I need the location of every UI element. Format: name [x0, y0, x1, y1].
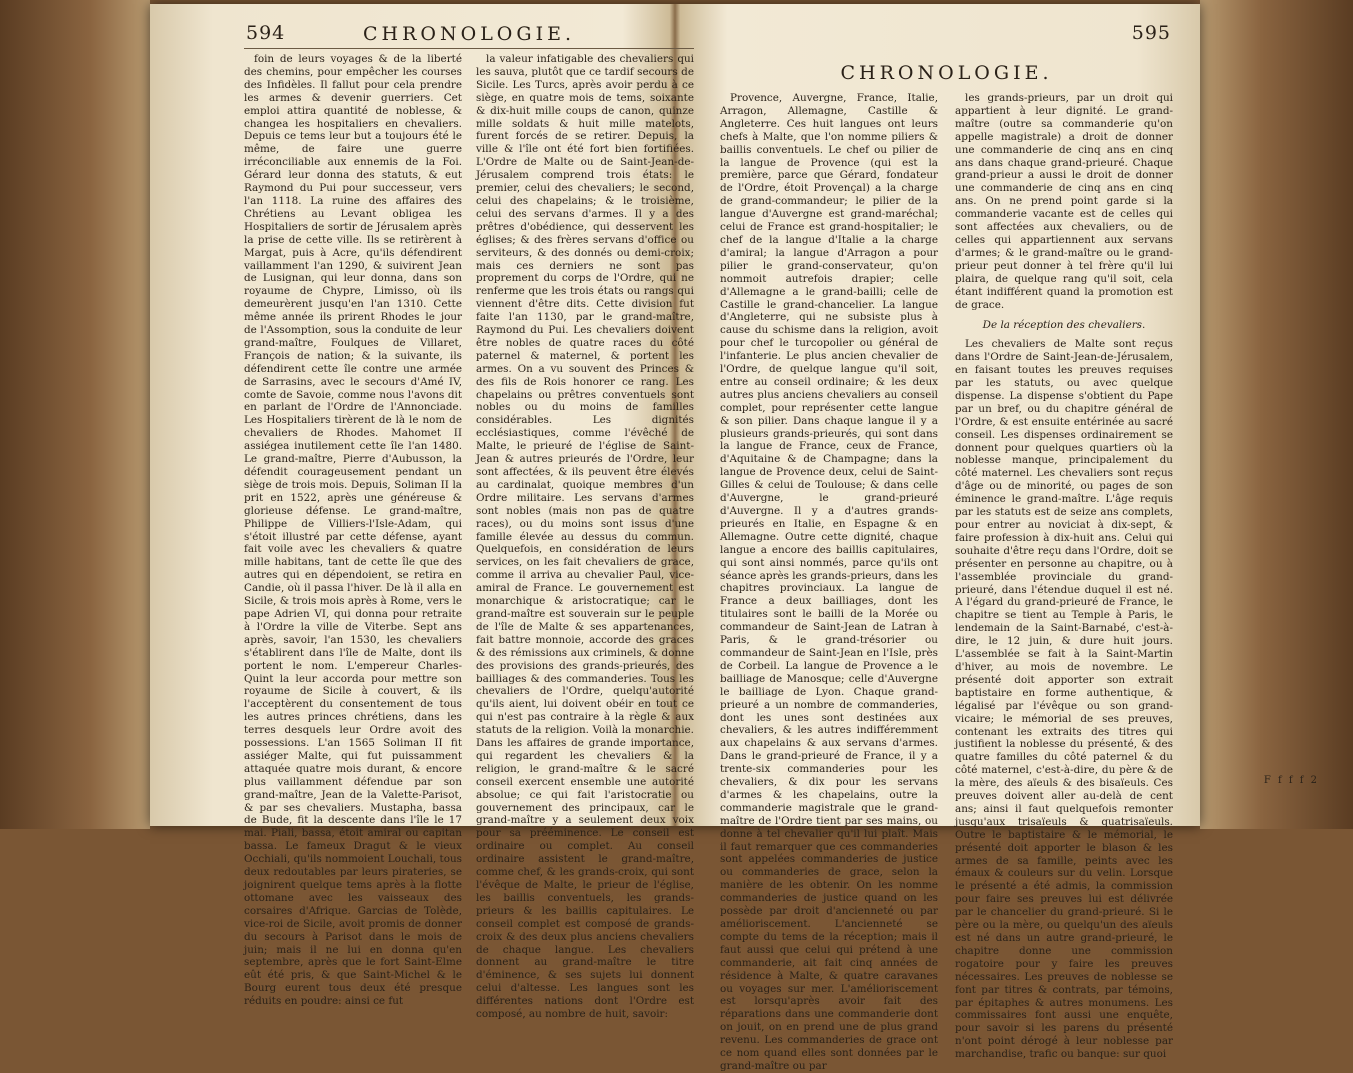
section-heading: De la réception des chevaliers.: [982, 319, 1146, 332]
right-page-header: [720, 18, 1173, 88]
text-column-1: [244, 53, 462, 1008]
running-head: CHRONOLOGIE.: [840, 62, 1053, 84]
text-column-2: [476, 53, 694, 1021]
paragraph: foin de leurs voyages & de la liberté des chemins, pour empêcher les courses des Infidèles. Il fallut pour cela prendre les armes & devenir guerriers. Cet emploi attira quantité de noblesse, & changea les hospitaliers en chevaliers. Depuis ce tems leur but a toujours été le même, de faire une guerre irréconciliable aux ennemis de la Foi. Gérard leur donna des statuts, & eut Raymond du Pui pour successeur, vers l'an 1118. La ruine des affaires des Chrétiens au Levant obligea les Hospitaliers de sortir de Jérusalem après la prise de cette ville. Ils se retirèrent à Margat, puis à Acre, qu'ils défendirent vaillamment l'an 1290, & suivirent Jean de Lusignan, qui leur donna, dans son royaume de Chypre, Limisso, où ils demeurèrent jusqu'en l'an 1310. Cette même année ils prirent Rhodes le jour de l'Assomption, sous la conduite de leur grand-maître, Foulques de Villaret, François de nation; & la suivante, ils défendirent cette île contre une armée de Sarrasins, avec le secours d'Amé IV, comte de Savoie, comme nous l'avons dit en parlant de l'Ordre de l'Annonciade. Les Hospitaliers tirèrent de là le nom de chevaliers de Rhodes. Mahomet II assiégea inutilement cette île l'an 1480. Le grand-maître, Pierre d'Aubusson, la défendit courageusement pendant un siège de trois mois. Depuis, Soliman II la prit en 1522, après une généreuse & glorieuse défense. Le grand-maître, Philippe de Villiers-l'Isle-Adam, qui s'étoit illustré par cette défense, ayant fait voile avec les chevaliers & quatre mille habitans, tant de cette île que des autres qui en dépendoient, se retira en Candie, où il passa l'hiver. De là il alla en Sicile, & trois mois après à Rome, vers le pape Adrien VI, qui donna pour retraite à l'Ordre la ville de Viterbe. Sept ans après, savoir, l'an 1530, les chevaliers s'établirent dans l'île de Malte, dont ils portent le nom. L'empereur Charles-Quint la leur accorda pour mettre son royaume de Sicile à couvert, & ils l'acceptèrent du consentement de tous les autres princes chrétiens, dans les terres desquels leur Ordre avoit des possessions. L'an 1565 Soliman II fit assiéger Malte, qui fut puissamment attaquée quatre mois durant, & encore plus vaillamment défendue par son grand-maître, Jean de la Valette-Parisot, & par ses chevaliers. Mustapha, bassa de Bude, fit la descente dans l'île le 17 mai. Piali, bassa, étoit amiral ou capitan bassa. Le fameux Dragut & le vieux Occhiali, qu'ils nommoient Louchali, tous deux redoutables par leurs pirateries, se joignirent quelque tems après à la flotte ottomane avec les vaisseaux des corsaires d'Afrique. Garcias de Tolède, vice-roi de Sicile, avoit promis de donner du secours à Parisot dans le mois de juin; mais il ne lui en donna qu'en septembre, après que le fort Saint-Elme eût été pris, & que Saint-Michel & le Bourg eurent tous deux été presque réduits en poudre: ainsi ce fut: [244, 53, 462, 1008]
page-number: 594: [246, 22, 286, 44]
paragraph: la valeur infatigable des chevaliers qui les sauva, plutôt que ce tardif secours de Sicile. Les Turcs, après avoir perdu à ce siège, en quatre mois de tems, soixante & dix-huit mille coups de canon, quinze mille soldats & huit mille matelots, furent forcés de se retirer. Depuis, la ville & l'île ont été fort bien fortifiées. L'Ordre de Malte ou de Saint-Jean-de-Jérusalem comprend trois états: le premier, celui des chevaliers; le second, celui des chapelains; & le troisième, celui des servans d'armes. Il y a des prêtres d'obédience, qui desservent les églises; & des frères servans d'office ou serviteurs, & des donnés ou demi-croix; mais ces derniers ne sont pas proprement du corps de l'Ordre, qui ne renferme que les trois états ou rangs qui viennent d'être dits. Cette division fut faite l'an 1130, par le grand-maître, Raymond du Pui. Les chevaliers doivent être nobles de quatre races du côté paternel & maternel, & portent les armes. On a vu souvent des Princes & des fils de Rois honorer ce rang. Les chapelains ou prêtres conventuels sont nobles ou du moins de familles considérables. Les dignités ecclésiastiques, comme l'évêché de Malte, le prieuré de l'église de Saint-Jean & autres prieurés de l'Ordre, leur sont affectées, & ils peuvent être élevés au cardinalat, quoique membres d'un Ordre militaire. Les servans d'armes sont nobles (mais non pas de quatre races), ou du moins sont issus d'une famille élevée au dessus du commun. Quelquefois, en considération de leurs services, on les fait chevaliers de grace, comme il arriva au chevalier Paul, vice-amiral de France. Le gouvernement est monarchique & aristocratique; car le grand-maître est souverain sur le peuple de l'île de Malte & ses appartenances, fait battre monnoie, accorde des graces & des rémissions aux criminels, & donne des provisions des grands-prieurés, des bailliages & des commanderies. Tous les chevaliers de l'Ordre, quelqu'autorité qu'ils aient, lui doivent obéir en tout ce qui n'est pas contraire à la règle & aux statuts de la religion. Voilà la monarchie. Dans les affaires de grande importance, qui regardent les chevaliers & la religion, le grand-maître & le sacré conseil exercent ensemble une autorité absolue; ce qui fait l'aristocratie ou gouvernement des principaux, car le grand-maître y a seulement deux voix pour sa prééminence. Le conseil est ordinaire ou complet. Au conseil ordinaire assistent le grand-maître, comme chef, & les grands-croix, qui sont l'évêque de Malte, le prieur de l'église, les baillis conventuels, les grands-prieurs & les baillis capitulaires. Le conseil complet est composé de grands-croix & des deux plus anciens chevaliers de chaque langue. Les chevaliers donnent au grand-maître le titre d'éminence, & ses sujets lui donnent celui d'altesse. Les langues sont les différentes nations dont l'Ordre est composé, au nombre de huit, savoir:: [476, 53, 694, 1021]
text-column-1: [720, 92, 939, 1072]
running-head: CHRONOLOGIE.: [363, 23, 575, 45]
left-page-columns: [244, 53, 694, 1021]
book-edge-right: [1200, 0, 1353, 829]
book-edge-left: [0, 0, 150, 829]
left-page: [244, 18, 694, 1021]
left-page-header: [244, 18, 694, 49]
right-page: [720, 18, 1173, 1072]
paragraph: Les chevaliers de Malte sont reçus dans l'Ordre de Saint-Jean-de-Jérusalem, en faisant toutes les preuves requises par les statuts, ou avec quelque dispense. La dispense s'obtient du Pape par un bref, ou du chapitre général de l'Ordre, & est ensuite entérinée au sacré conseil. Les dispenses ordinairement se donnent pour quelques quartiers où la noblesse manque, principalement du côté maternel. Les chevaliers sont reçus d'âge ou de minorité, ou pages de son éminence le grand-maître. L'âge requis par les statuts est de seize ans complets, pour entrer au noviciat à dix-sept, & faire profession à dix-huit ans. Celui qui souhaite d'être reçu dans l'Ordre, doit se présenter en personne au chapitre, ou à l'assemblée provinciale du grand-prieuré, dans l'étendue duquel il est né. A l'égard du grand-prieuré de France, le chapitre se tient au Temple à Paris, le lendemain de la Saint-Barnabé, c'est-à-dire, le 12 juin, & dure huit jours. L'assemblée se fait à la Saint-Martin d'hiver, au mois de novembre. Le présenté doit apporter son extrait baptistaire en forme authentique, & légalisé par l'évêque ou son grand-vicaire; le mémorial de ses preuves, contenant les extraits des titres qui justifient la noblesse du présenté, & des quatre familles du côté paternel & du côté maternel, c'est-à-dire, du père & de la mère, des aïeuls & des bisaïeuls. Ces preuves doivent aller au-delà de cent ans; ainsi il faut quelquefois remonter jusqu'aux trisaïeuls & quatrisaïeuls. Outre le baptistaire & le mémorial, le présenté doit apporter le blason & les armes de sa famille, peints avec les émaux & couleurs sur du velin. Lorsque le présenté a été admis, la commission pour faire ses preuves lui est délivrée par le chancelier du grand-prieuré. Si le père ou la mère, ou quelqu'un des aïeuls est né dans un autre grand-prieuré, le chapitre donne une commission rogatoire pour y faire les preuves nécessaires. Les preuves de noblesse se font par titres & contrats, par témoins, par épitaphes & autres monumens. Les commissaires font aussi une enquête, pour savoir si les parens du présenté n'ont point dérogé à leur noblesse par marchandise, trafic ou banque: sur quoi: [955, 338, 1173, 1061]
paragraph: les grands-prieurs, par un droit qui appartient à leur dignité. Le grand-maître (outre sa commanderie qu'on appelle magistrale) a droit de donner une commanderie de cinq ans en cinq ans dans chaque grand-prieuré. Chaque grand-prieur a aussi le droit de donner une commanderie de cinq ans en cinq ans. On ne prend point garde si la commanderie vacante est de celles qui sont affectées aux chevaliers, ou de celles qui appartiennent aux servans d'armes; & le grand-maître ou le grand-prieur peut donner à tel frère qu'il lui plaira, de quelque rang qu'il soit, cela étant indifférent quand la promotion est de grace.: [955, 92, 1173, 311]
right-page-columns: [720, 92, 1173, 1072]
text-column-2: [955, 92, 1173, 1061]
paragraph: Provence, Auvergne, France, Italie, Arragon, Allemagne, Castille & Angleterre. Ces huit langues ont leurs chefs à Malte, que l'on nomme piliers & baillis conventuels. Le chef ou pilier de la langue de Provence (qui est la première, parce que Gérard, fondateur de l'Ordre, étoit Provençal) a la charge de grand-commandeur; le pilier de la langue d'Auvergne est grand-maréchal; celui de France est grand-hospitalier; le chef de la langue d'Italie a la charge d'amiral; la langue d'Arragon a pour pilier le grand-conservateur, qu'on nommoit autrefois drapier; celle d'Allemagne a le grand-bailli; celle de Castille le grand-chancelier. La langue d'Angleterre, qui ne subsiste plus à cause du schisme dans la religion, avoit pour chef le turcopolier ou général de l'infanterie. Le plus ancien chevalier de l'Ordre, de quelque langue qu'il soit, entre au conseil ordinaire; & les deux autres plus anciens chevaliers au conseil complet, pour représenter cette langue & son pilier. Dans chaque langue il y a plusieurs grands-prieurés, qui sont dans la langue de France, ceux de France, d'Aquitaine & de Champagne; dans la langue de Provence deux, celui de Saint-Gilles & celui de Toulouse; & dans celle d'Auvergne, le grand-prieuré d'Auvergne. Il y a d'autres grands-prieurés en Italie, en Espagne & en Allemagne. Outre cette dignité, chaque langue a encore des baillis capitulaires, qui sont ainsi nommés, parce qu'ils ont séance après les grands-prieurs, dans les chapitres provinciaux. La langue de France a deux bailliages, dont les titulaires sont le bailli de la Morée ou commandeur de Saint-Jean de Latran à Paris, & le grand-trésorier ou commandeur de Saint-Jean en l'Isle, près de Corbeil. La langue de Provence a le bailliage de Manosque; celle d'Auvergne le bailliage de Lyon. Chaque grand-prieuré a un nombre de commanderies, dont les unes sont destinées aux chevaliers, & les autres indifféremment aux chapelains & aux servans d'armes. Dans le grand-prieuré de France, il y a trente-six commanderies pour les chevaliers, & dix pour les servans d'armes & les chapelains, outre la commanderie magistrale que le grand-maître de l'Ordre tient par ses mains, ou donne à tel chevalier qu'il lui plaît. Mais il faut remarquer que ces commanderies sont appelées commanderies de justice ou commanderies de grace, selon la manière de les obtenir. On les nomme commanderies de justice quand on les possède par droit d'ancienneté ou par amélioriscement. L'ancienneté se compte du tems de la réception; mais il faut aussi que celui qui prétend à une commanderie, ait fait cinq années de résidence à Malte, & quatre caravanes ou voyages sur mer. L'amélioriscement est lorsqu'après avoir fait des réparations dans une commanderie dont on jouit, on en prend une de plus grand revenu. Les commanderies de grace ont ce nom quand elles sont données par le grand-maître ou par: [720, 92, 939, 1072]
signature-mark: F f f f 2: [1263, 775, 1319, 786]
page-number: 595: [1131, 22, 1171, 44]
